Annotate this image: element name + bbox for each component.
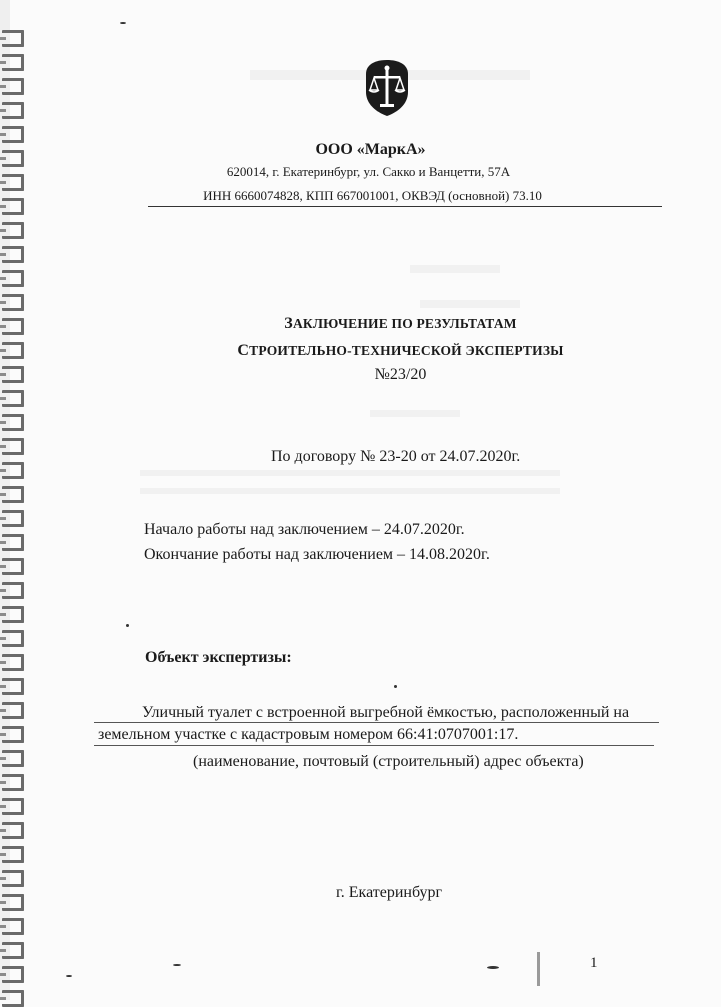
binding-loop [2,798,24,815]
page-margin-mark [537,952,540,986]
binding-loop [2,318,24,335]
binding-loop [2,558,24,575]
object-heading: Объект экспертизы: [145,649,292,666]
description-underline-2 [94,745,654,746]
binding-loop [2,870,24,887]
org-name: ООО «МаркА» [315,141,426,158]
scales-of-justice-icon [362,58,412,118]
header-divider [148,206,662,207]
binding-loop [2,846,24,863]
scan-speck [120,22,126,24]
title-line-2-rest: ТРОИТЕЛЬНО-ТЕХНИЧЕСКОЙ ЭКСПЕРТИЗЫ [249,343,564,358]
binding-loop [2,342,24,359]
title-line-1-rest: АКЛЮЧЕНИЕ ПО РЕЗУЛЬТАТАМ [292,316,517,331]
binding-loop [2,606,24,623]
work-start-date: Начало работы над заключением – 24.07.2020г. [144,521,465,538]
binding-loop [2,702,24,719]
show-through-mark [420,300,520,308]
binding-loop [2,726,24,743]
scan-speck [66,975,72,977]
document-title-line-1 [40,315,721,333]
binding-loop [2,582,24,599]
binding-loop [2,30,24,47]
binding-loop [2,990,24,1007]
binding-loop [2,414,24,431]
contract-reference: По договору № 23-20 от 24.07.2020г. [271,448,521,465]
binding-loop [2,654,24,671]
binding-loop [2,678,24,695]
binding-loop [2,486,24,503]
scan-speck [487,966,499,969]
binding-loop [2,918,24,935]
binding-loop [2,750,24,767]
binding-loop [2,222,24,239]
binding-loop [2,102,24,119]
binding-loop [2,294,24,311]
scan-speck [173,964,181,966]
show-through-mark [370,410,460,417]
binding-loop [2,894,24,911]
document-title-line-2 [40,342,721,360]
binding-loop [2,534,24,551]
description-underline-1 [94,722,659,723]
binding-loop [2,54,24,71]
binding-loop [2,462,24,479]
page-number: 1 [590,955,598,971]
binding-loop [2,390,24,407]
show-through-mark [140,470,560,476]
binding-loop [2,822,24,839]
object-description-line-1: Уличный туалет с встроенной выгребной ёмкостью, расположенный на [142,704,630,721]
binding-loop [2,246,24,263]
object-description-line-2: земельном участке с кадастровым номером 66:41:0707001:17. [98,726,519,743]
binding-loop [2,630,24,647]
show-through-mark [410,265,500,273]
show-through-mark [140,488,560,494]
title-line-1-initial: З [284,315,293,332]
binding-loop [2,966,24,983]
scan-speck [126,624,129,627]
binding-loop [2,510,24,527]
org-address: 620014, г. Екатеринбург, ул. Сакко и Ванцетти, 57А [226,164,511,179]
binding-loop [2,78,24,95]
work-end-date: Окончание работы над заключением – 14.08.2020г. [144,546,490,563]
document-number: №23/20 [374,366,427,383]
org-ids: ИНН 6660074828, КПП 667001001, ОКВЭД (основной) 73.10 [203,188,542,203]
scan-speck [394,685,397,688]
binding-loop [2,942,24,959]
binding-loop [2,774,24,791]
binding-loop [2,270,24,287]
title-line-2-initial: С [237,342,250,359]
object-description-caption: (наименование, почтовый (строительный) адрес объекта) [193,753,584,770]
city-name: г. Екатеринбург [336,884,443,901]
binding-loop [2,438,24,455]
binding-loop [2,366,24,383]
